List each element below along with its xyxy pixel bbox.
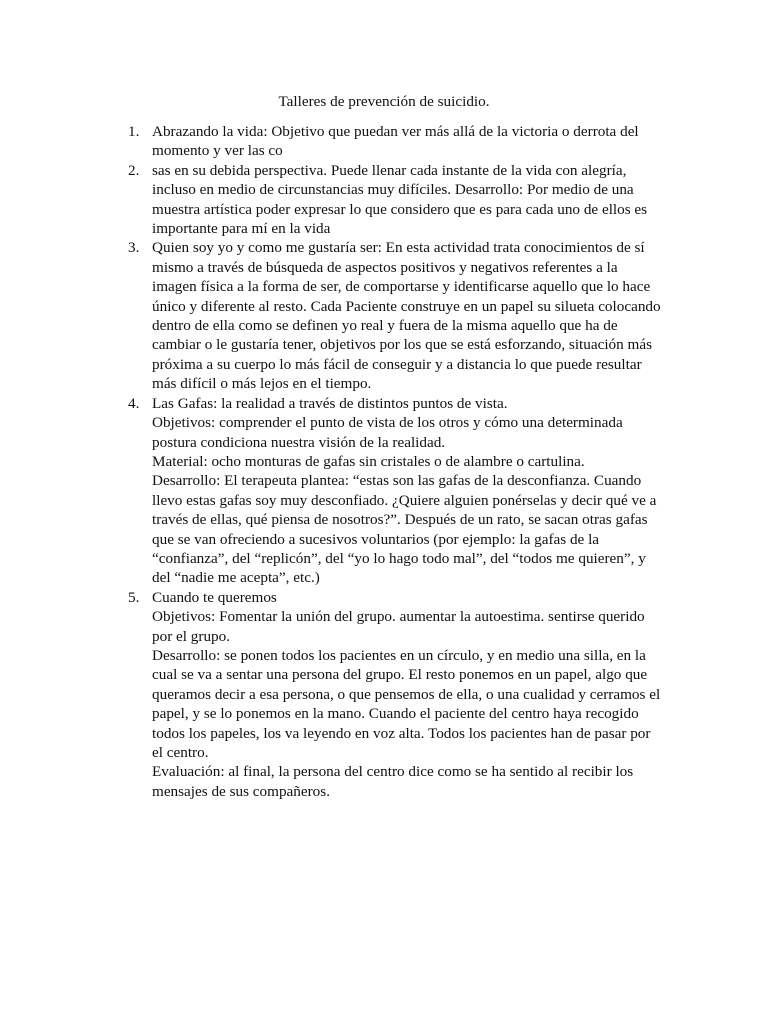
list-item-3 — [128, 238, 678, 393]
text-line: Cuando te queremos — [152, 588, 277, 606]
list-number: 2. — [128, 161, 140, 179]
list-item-5 — [128, 588, 678, 801]
list-item-content — [152, 122, 678, 161]
text-line: Desarrollo: se ponen todos los pacientes en un círculo, y en medio una silla, en la — [152, 646, 646, 664]
list-item-1 — [128, 122, 678, 161]
list-item-content — [152, 238, 678, 393]
text-line: Objetivos: Fomentar la unión del grupo. aumentar la autoestima. sentirse querido — [152, 608, 645, 626]
text-line: Material: ocho monturas de gafas sin cristales o de alambre o cartulina. — [152, 452, 585, 470]
text-line: Las Gafas: la realidad a través de distintos puntos de vista. — [152, 394, 508, 412]
text-line: sas en su debida perspectiva. Puede llenar cada instante de la vida con alegría, — [152, 161, 627, 179]
list-number: 3. — [128, 239, 140, 257]
workshop-list — [128, 122, 678, 801]
text-line: Quien soy yo y como me gustaría ser: En esta actividad trata conocimientos de sí — [152, 239, 645, 257]
list-number: 5. — [128, 588, 140, 606]
text-line: cual se va a sentar una persona del grupo. El resto ponemos en un papel, algo que — [152, 666, 648, 684]
list-number: 1. — [128, 123, 140, 140]
text-line: Desarrollo: El terapeuta plantea: “estas son las gafas de la desconfianza. Cuando — [152, 472, 642, 490]
text-line: del “nadie me acepta”, etc.) — [152, 569, 320, 587]
text-line: “confianza”, del “replicón”, del “yo lo hago todo mal”, del “todos me quieren”, y — [152, 549, 646, 567]
text-line: Evaluación: al final, la persona del centro dice como se ha sentido al recibir los — [152, 763, 634, 781]
text-line: momento y ver las co — [152, 142, 283, 160]
list-item-content — [152, 588, 678, 801]
text-line: el centro. — [152, 744, 209, 761]
text-line: por el grupo. — [152, 627, 231, 645]
text-line: mensajes de sus compañeros. — [152, 782, 330, 800]
text-line: próxima a su cuerpo lo más fácil de conseguir y a distancia lo que puede resultar — [152, 355, 642, 373]
text-line: muestra artística poder expresar lo que considero que es para cada uno de ellos es — [152, 200, 648, 218]
text-line: llevo estas gafas soy muy desconfiado. ¿Quiere alguien ponérselas y decir qué ve a — [152, 491, 657, 509]
document-title: Talleres de prevención de suicidio. — [278, 93, 490, 110]
text-line: través de ellas, qué piensa de nosotros?”. Después de un rato, se sacan otras gafas — [152, 511, 648, 529]
list-item-content — [152, 161, 678, 239]
list-item-2 — [128, 161, 678, 239]
text-line: todos los papeles, los va leyendo en voz alta. Todos los pacientes han de pasar por — [152, 724, 651, 742]
text-line: Abrazando la vida: Objetivo que puedan ver más allá de la victoria o derrota del — [152, 123, 639, 140]
text-line: postura condiciona nuestra visión de la realidad. — [152, 433, 446, 451]
text-line: queramos decir a esa persona, o que pensemos de ella, o una cualidad y cerramos el — [152, 685, 661, 703]
text-line: incluso en medio de circunstancias muy difíciles. Desarrollo: Por medio de una — [152, 181, 634, 199]
text-line: Objetivos: comprender el punto de vista de los otros y cómo una determinada — [152, 414, 623, 432]
text-line: cambiar o le gustaría tener, objetivos por los que se está esforzando, situación más — [152, 336, 653, 354]
list-number: 4. — [128, 394, 140, 412]
text-line: que se van ofreciendo a sucesivos voluntarios (por ejemplo: la gafas de la — [152, 530, 600, 548]
list-item-content — [152, 394, 678, 588]
text-line: papel, y se lo ponemos en la mano. Cuando el paciente del centro haya recogido — [152, 705, 639, 723]
text-line: imagen física a la forma de ser, de comportarse y identificarse aquello que lo hace — [152, 278, 651, 296]
text-line: mismo a través de búsqueda de aspectos positivos y negativos referentes a la — [152, 258, 618, 276]
text-line: importante para mí en la vida — [152, 220, 331, 238]
text-line: más difícil o más lejos en el tiempo. — [152, 375, 372, 393]
list-item-4 — [128, 394, 678, 588]
text-line: dentro de ella como se definen yo real y fuera de la misma aquello que ha de — [152, 317, 618, 335]
text-line: único y diferente al resto. Cada Paciente construye en un papel su silueta colocando — [152, 297, 661, 315]
